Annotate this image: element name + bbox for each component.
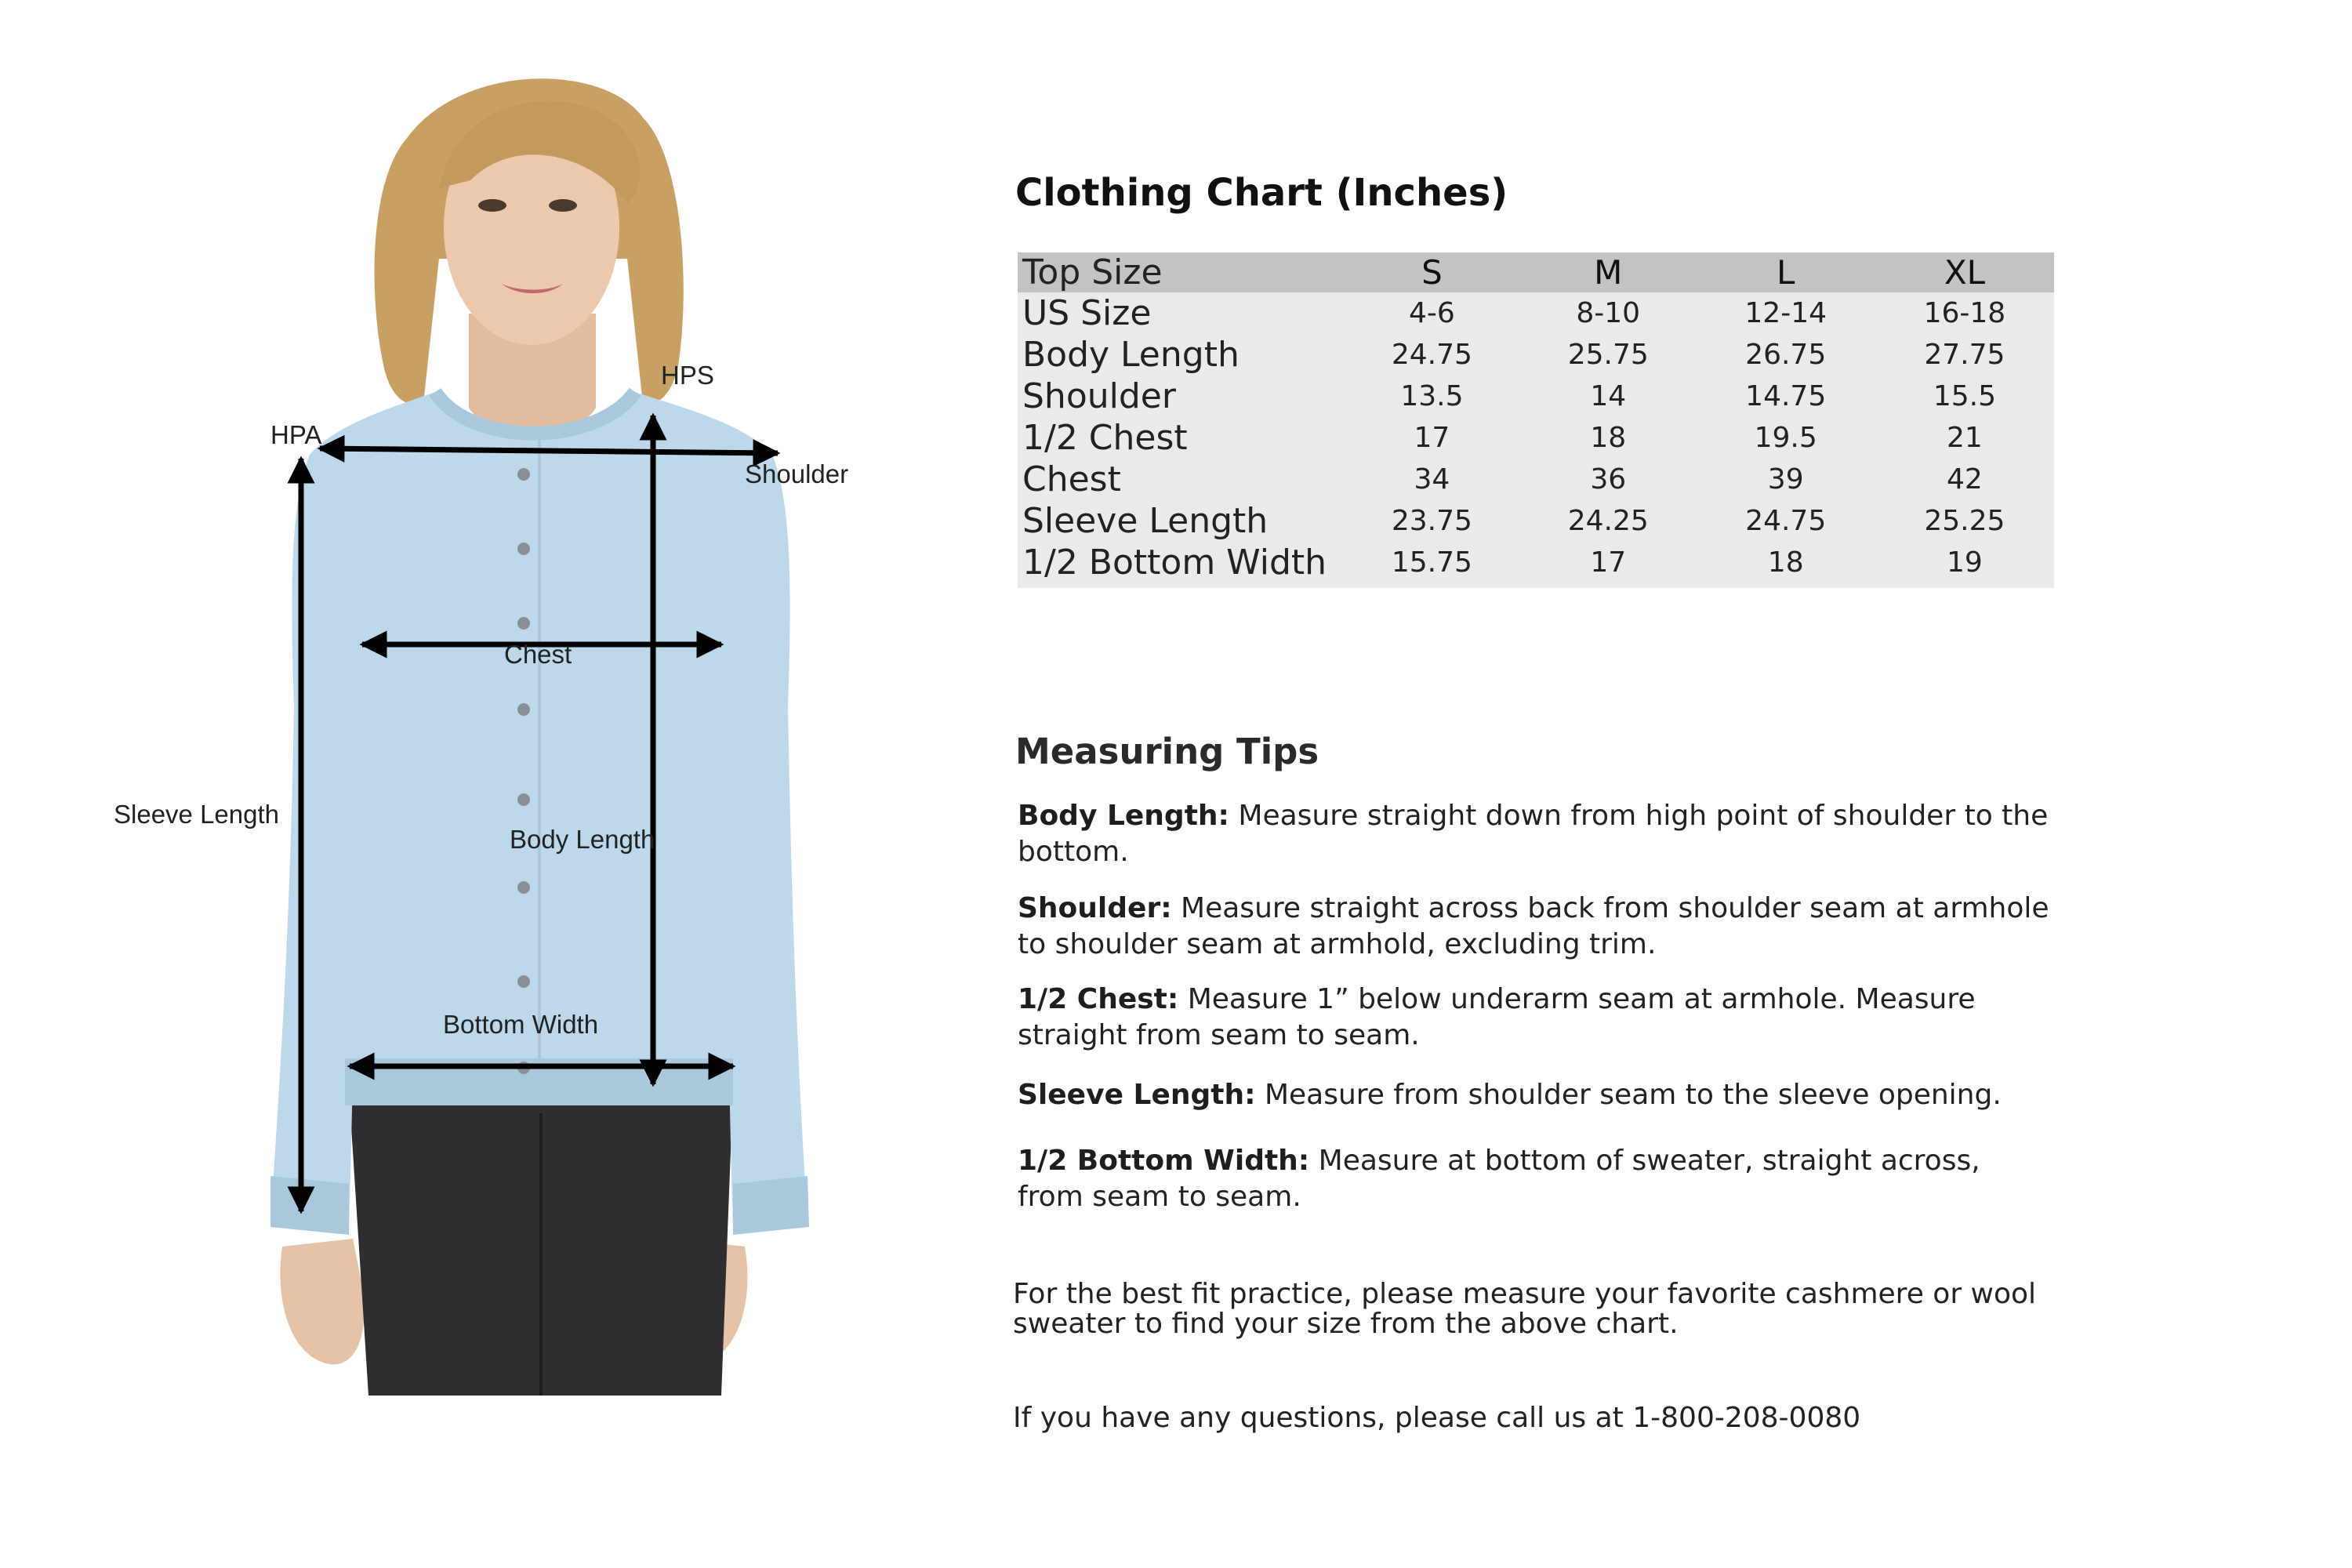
row-label: 1/2 Bottom Width bbox=[1022, 543, 1327, 583]
table-cell: 19 bbox=[1946, 546, 1983, 579]
right-cuff-shape bbox=[733, 1176, 809, 1235]
fit-note: For the best fit practice, please measure your favorite cashmere or wool sweater to find your size from the above chart. bbox=[1013, 1278, 2037, 1340]
tip-text: Measure straight down from high point of shoulder to the bottom. bbox=[1018, 800, 2049, 868]
row-label: Body Length bbox=[1022, 335, 1240, 375]
sweater-button bbox=[517, 703, 530, 716]
table-cell: 24.25 bbox=[1567, 505, 1649, 537]
chest-label: Chest bbox=[504, 640, 572, 669]
tip-term: Shoulder: bbox=[1018, 892, 1172, 924]
table-cell: 14.75 bbox=[1745, 380, 1827, 412]
table-cell: 12-14 bbox=[1744, 297, 1828, 329]
table-row bbox=[1018, 500, 2054, 542]
table-row bbox=[1018, 542, 2054, 588]
chart-title: Clothing Chart (Inches) bbox=[1015, 171, 1508, 215]
size-chart-table bbox=[1018, 252, 2054, 588]
table-cell: 21 bbox=[1946, 422, 1983, 454]
table-cell: 27.75 bbox=[1924, 339, 2005, 371]
tip-half-chest bbox=[1018, 982, 2053, 1054]
row-label: 1/2 Chest bbox=[1022, 418, 1188, 458]
tip-term: Body Length: bbox=[1018, 800, 1229, 832]
table-cell: 42 bbox=[1946, 463, 1983, 495]
row-label: Chest bbox=[1022, 459, 1121, 499]
left-eye-shape bbox=[478, 199, 506, 212]
table-cell: 25.25 bbox=[1924, 505, 2005, 537]
tip-shoulder bbox=[1018, 891, 2053, 963]
hps-label: HPS bbox=[661, 361, 714, 390]
table-cell: 4-6 bbox=[1409, 297, 1455, 329]
tip-term: 1/2 Bottom Width: bbox=[1018, 1145, 1310, 1177]
sleeve-length-label: Sleeve Length bbox=[114, 800, 280, 829]
table-cell: 18 bbox=[1767, 546, 1804, 579]
table-cell: 15.75 bbox=[1391, 546, 1472, 579]
table-row bbox=[1018, 459, 2054, 500]
tip-sleeve-length bbox=[1018, 1077, 2053, 1113]
tip-text: Measure 1” below underarm seam at armhole. Measure straight from seam to seam. bbox=[1018, 983, 1976, 1051]
table-cell: 8-10 bbox=[1576, 297, 1641, 329]
size-header-row bbox=[1018, 252, 2054, 292]
table-cell: 25.75 bbox=[1567, 339, 1649, 371]
table-cell: 39 bbox=[1767, 463, 1804, 495]
table-cell: 17 bbox=[1590, 546, 1627, 579]
table-header-cell: S bbox=[1344, 252, 1520, 292]
table-header-cell: XL bbox=[1875, 252, 2054, 292]
table-header-cell: L bbox=[1697, 252, 1875, 292]
table-row bbox=[1018, 376, 2054, 417]
table-cell: 15.5 bbox=[1933, 380, 1996, 412]
tip-half-bottom-width bbox=[1018, 1143, 2053, 1215]
table-cell: 17 bbox=[1414, 422, 1450, 454]
tip-text: Measure at bottom of sweater, straight across, from seam to seam. bbox=[1018, 1145, 1980, 1213]
table-cell: 24.75 bbox=[1745, 505, 1827, 537]
tip-text: Measure straight across back from shoulder seam at armhole to shoulder seam at armhold, excluding trim. bbox=[1018, 892, 2049, 960]
table-cell: 19.5 bbox=[1754, 422, 1817, 454]
table-cell: 16-18 bbox=[1923, 297, 2006, 329]
tip-body-length bbox=[1018, 798, 2053, 870]
hpa-label: HPA bbox=[270, 420, 322, 449]
shoulder-label: Shoulder bbox=[745, 459, 849, 488]
row-label: US Size bbox=[1022, 293, 1152, 333]
table-cell: 18 bbox=[1590, 422, 1627, 454]
model-illustration bbox=[270, 78, 809, 1396]
sweater-button bbox=[517, 617, 530, 630]
table-row bbox=[1018, 292, 2054, 334]
model-measurement-figure bbox=[0, 0, 941, 1568]
table-row bbox=[1018, 417, 2054, 459]
table-cell: 24.75 bbox=[1391, 339, 1472, 371]
left-hand-shape bbox=[281, 1239, 365, 1364]
table-cell: 26.75 bbox=[1745, 339, 1827, 371]
sweater-button bbox=[517, 975, 530, 988]
measuring-tips-title: Measuring Tips bbox=[1015, 731, 1319, 772]
tip-text: Measure from shoulder seam to the sleeve opening. bbox=[1255, 1079, 2002, 1111]
row-label: Sleeve Length bbox=[1022, 501, 1269, 541]
row-label: Shoulder bbox=[1022, 376, 1176, 416]
table-cell: 14 bbox=[1590, 380, 1627, 412]
sweater-button bbox=[517, 468, 530, 481]
tip-term: 1/2 Chest: bbox=[1018, 983, 1179, 1015]
right-eye-shape bbox=[549, 199, 577, 212]
sweater-button bbox=[517, 793, 530, 806]
table-cell: 36 bbox=[1590, 463, 1627, 495]
table-header-cell: Top Size bbox=[1018, 252, 1344, 292]
table-row bbox=[1018, 334, 2054, 376]
sweater-button bbox=[517, 543, 530, 555]
contact-note: If you have any questions, please call us at 1-800-208-0080 bbox=[1013, 1402, 1861, 1434]
left-cuff-shape bbox=[270, 1176, 349, 1235]
table-cell: 34 bbox=[1414, 463, 1450, 495]
table-cell: 13.5 bbox=[1400, 380, 1464, 412]
table-header-cell: M bbox=[1520, 252, 1697, 292]
bottom-width-label: Bottom Width bbox=[443, 1010, 599, 1039]
table-cell: 23.75 bbox=[1391, 505, 1472, 537]
body-length-label: Body Length bbox=[510, 825, 655, 854]
tip-term: Sleeve Length: bbox=[1018, 1079, 1256, 1111]
sweater-button bbox=[517, 881, 530, 894]
